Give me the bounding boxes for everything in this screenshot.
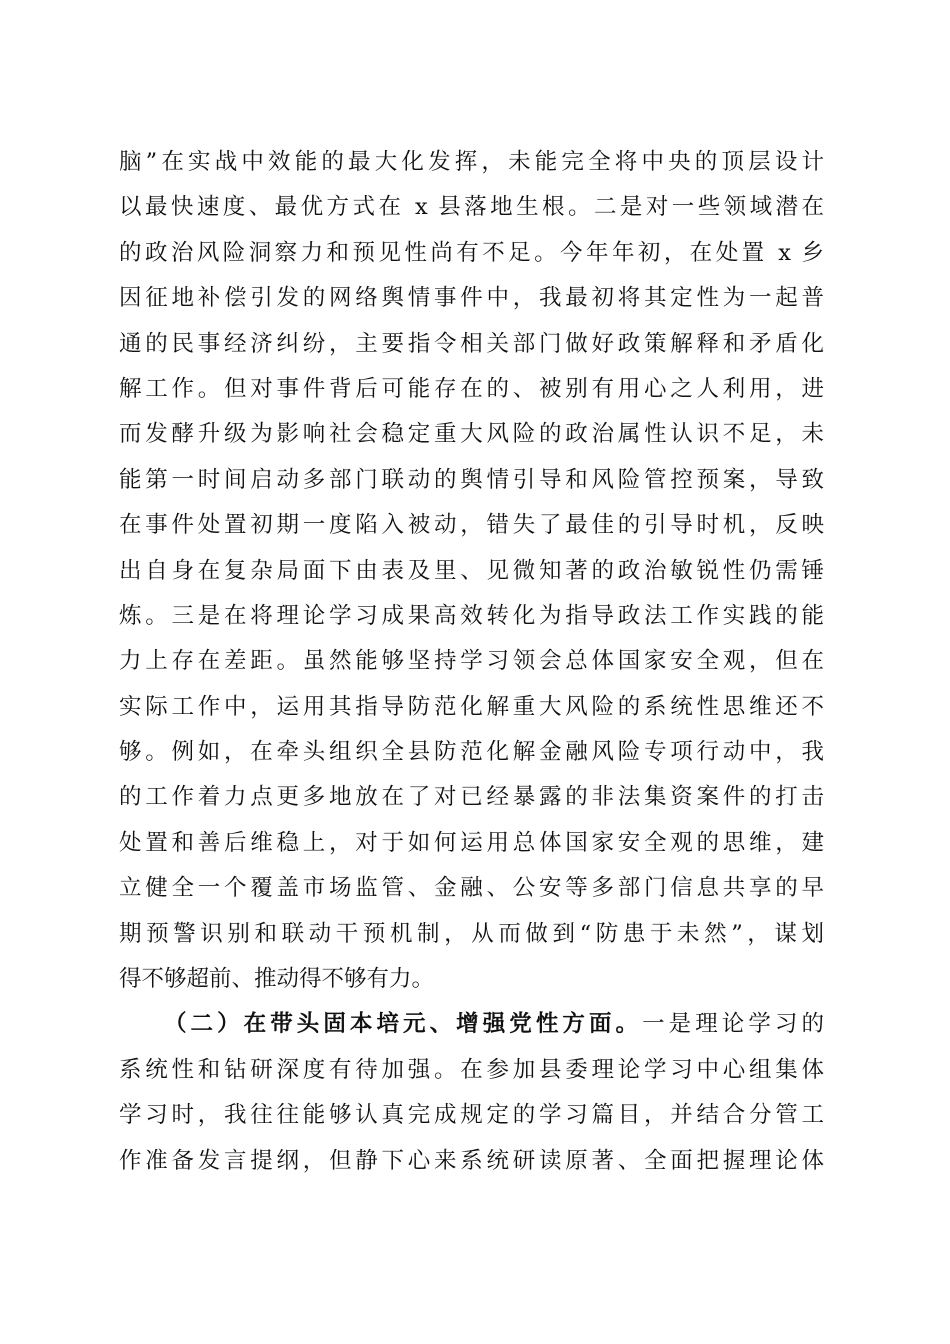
text-line: 解工作。但对事件背后可能存在的、被别有用心之人利用，进 — [119, 375, 824, 402]
paragraph-2 — [119, 1002, 824, 1184]
text-line: 脑”在实战中效能的最大化发挥，未能完全将中央的顶层设计 — [119, 149, 824, 175]
text-line: 立健全一个覆盖市场监管、金融、公安等多部门信息共享的早 — [119, 875, 824, 902]
text-line: 出自身在复杂局面下由表及里、见微知著的政治敏锐性仍需锤 — [119, 557, 824, 584]
text-line: 学习时，我往往能够认真完成规定的学习篇目，并结合分管工 — [119, 1102, 824, 1129]
section-heading: （二）在带头固本培元、增强党性方面。 — [164, 1011, 643, 1038]
text-line: 期预警识别和联动干预机制，从而做到“防患于未然”，谋划 — [119, 920, 824, 947]
text-line: 的政治风险洞察力和预见性尚有不足。今年年初，在处置 x 乡 — [119, 239, 824, 266]
text-line: 的工作着力点更多地放在了对已经暴露的非法集资案件的打击 — [119, 784, 824, 811]
text-line: 得不够超前、推动得不够有力。 — [119, 966, 435, 993]
text-line: 够。例如，在牵头组织全县防范化解金融风险专项行动中，我 — [119, 739, 824, 766]
paragraph-1 — [119, 140, 824, 1002]
text-line: 作准备发言提纲，但静下心来系统研读原著、全面把握理论体 — [119, 1147, 824, 1174]
body-text — [119, 140, 824, 1184]
text-line: 实际工作中，运用其指导防范化解重大风险的系统性思维还不 — [119, 693, 824, 720]
text-run: 一是理论学习的 — [642, 1011, 824, 1038]
text-line: 炼。三是在将理论学习成果高效转化为指导政法工作实践的能 — [119, 602, 824, 629]
text-line: 能第一时间启动多部门联动的舆情引导和风险管控预案，导致 — [119, 466, 824, 493]
text-line: 以最快速度、最优方式在 x 县落地生根。二是对一些领域潜在 — [119, 194, 824, 221]
text-line: 在事件处置初期一度陷入被动，错失了最佳的引导时机，反映 — [119, 512, 824, 539]
text-line: 系统性和钻研深度有待加强。在参加县委理论学习中心组集体 — [119, 1056, 824, 1083]
text-line: 而发酵升级为影响社会稳定重大风险的政治属性认识不足，未 — [119, 421, 824, 448]
text-line: 力上存在差距。虽然能够坚持学习领会总体国家安全观，但在 — [119, 648, 824, 675]
text-line: 通的民事经济纠纷，主要指令相关部门做好政策解释和矛盾化 — [119, 330, 824, 357]
text-line: 因征地补偿引发的网络舆情事件中，我最初将其定性为一起普 — [119, 285, 824, 312]
paragraph-first-line — [119, 1002, 824, 1047]
text-line: 处置和善后维稳上，对于如何运用总体国家安全观的思维，建 — [119, 829, 824, 856]
